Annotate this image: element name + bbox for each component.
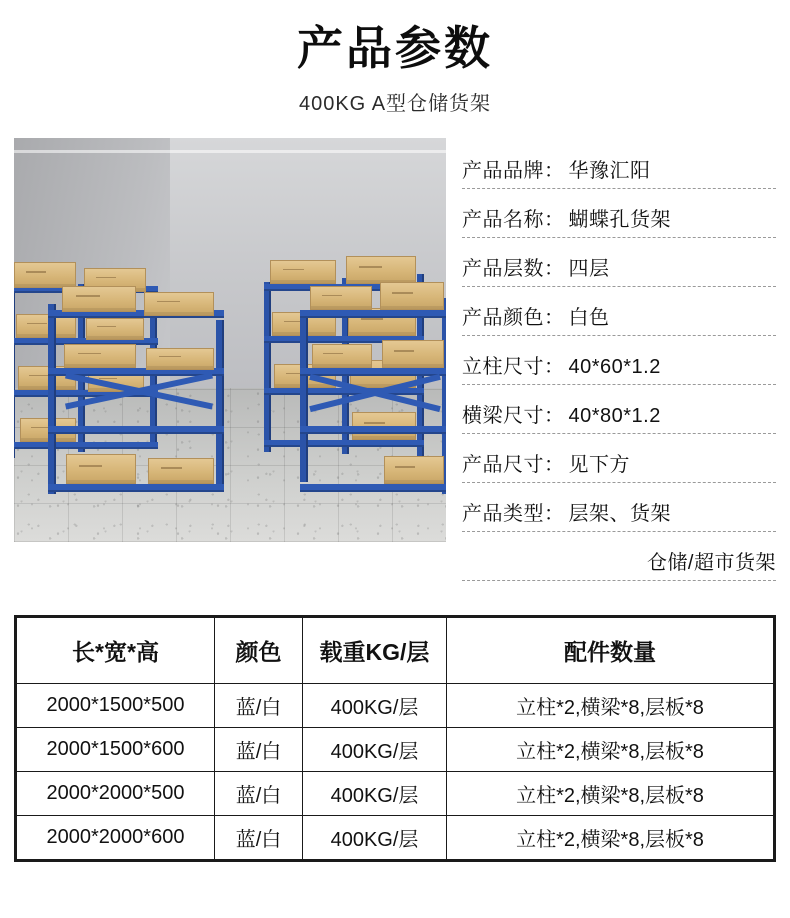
table-row bbox=[17, 683, 774, 727]
spec-row-type-continued bbox=[462, 532, 776, 581]
spec-value: 四层 bbox=[568, 257, 610, 280]
spec-row-color bbox=[462, 287, 776, 336]
cell-size: 2000*1500*600 bbox=[17, 727, 215, 771]
spec-label: 横梁尺寸： bbox=[462, 404, 565, 427]
cell-size: 2000*2000*500 bbox=[17, 771, 215, 815]
cell-parts: 立柱*2,横梁*8,层板*8 bbox=[447, 727, 774, 771]
spec-row-levels bbox=[462, 238, 776, 287]
dimension-table-wrapper bbox=[14, 615, 776, 862]
dimension-table bbox=[16, 617, 774, 860]
cell-size: 2000*2000*600 bbox=[17, 815, 215, 859]
spec-label: 产品层数： bbox=[462, 257, 565, 280]
page-header bbox=[0, 0, 790, 116]
spec-label: 产品品牌： bbox=[462, 159, 565, 182]
spec-row-name bbox=[462, 189, 776, 238]
cell-color: 蓝/白 bbox=[215, 727, 303, 771]
spec-label: 产品名称： bbox=[462, 208, 565, 231]
spec-value: 40*80*1.2 bbox=[568, 404, 661, 427]
table-header-color: 颜色 bbox=[215, 617, 303, 683]
table-row bbox=[17, 771, 774, 815]
cell-color: 蓝/白 bbox=[215, 683, 303, 727]
spec-value: 40*60*1.2 bbox=[568, 355, 661, 378]
rack-right-near bbox=[300, 298, 446, 494]
cell-size: 2000*1500*500 bbox=[17, 683, 215, 727]
cell-parts: 立柱*2,横梁*8,层板*8 bbox=[447, 683, 774, 727]
spec-value: 见下方 bbox=[568, 453, 630, 476]
spec-value: 层架、货架 bbox=[568, 502, 671, 525]
spec-label: 产品颜色： bbox=[462, 306, 565, 329]
rack-left-near bbox=[48, 304, 224, 494]
page-title: 产品参数 bbox=[297, 22, 493, 74]
product-overview-section bbox=[0, 138, 790, 581]
table-header-row bbox=[17, 617, 774, 683]
spec-value: 蝴蝶孔货架 bbox=[568, 208, 671, 231]
cell-load: 400KG/层 bbox=[303, 815, 447, 859]
cell-load: 400KG/层 bbox=[303, 727, 447, 771]
spec-label: 产品尺寸： bbox=[462, 453, 565, 476]
spec-label: 立柱尺寸： bbox=[462, 355, 565, 378]
table-row bbox=[17, 727, 774, 771]
cell-parts: 立柱*2,横梁*8,层板*8 bbox=[447, 771, 774, 815]
spec-value: 仓储/超市货架 bbox=[646, 551, 776, 574]
spec-row-type bbox=[462, 483, 776, 532]
table-header-parts: 配件数量 bbox=[447, 617, 774, 683]
specification-list bbox=[462, 138, 776, 581]
spec-row-column-size bbox=[462, 336, 776, 385]
table-header-load: 载重KG/层 bbox=[303, 617, 447, 683]
wall-trim-line bbox=[14, 150, 446, 153]
spec-value: 华豫汇阳 bbox=[568, 159, 651, 182]
table-row bbox=[17, 815, 774, 859]
page-subtitle: 400KG A型仓储货架 bbox=[298, 92, 492, 115]
cell-load: 400KG/层 bbox=[303, 771, 447, 815]
spec-row-beam-size bbox=[462, 385, 776, 434]
cell-color: 蓝/白 bbox=[215, 815, 303, 859]
spec-row-brand bbox=[462, 140, 776, 189]
spec-value: 白色 bbox=[568, 306, 610, 329]
table-header-size: 长*宽*高 bbox=[17, 617, 215, 683]
cell-color: 蓝/白 bbox=[215, 771, 303, 815]
product-photo bbox=[14, 138, 446, 542]
cell-load: 400KG/层 bbox=[303, 683, 447, 727]
spec-row-product-size bbox=[462, 434, 776, 483]
spec-label: 产品类型： bbox=[462, 502, 565, 525]
cell-parts: 立柱*2,横梁*8,层板*8 bbox=[447, 815, 774, 859]
